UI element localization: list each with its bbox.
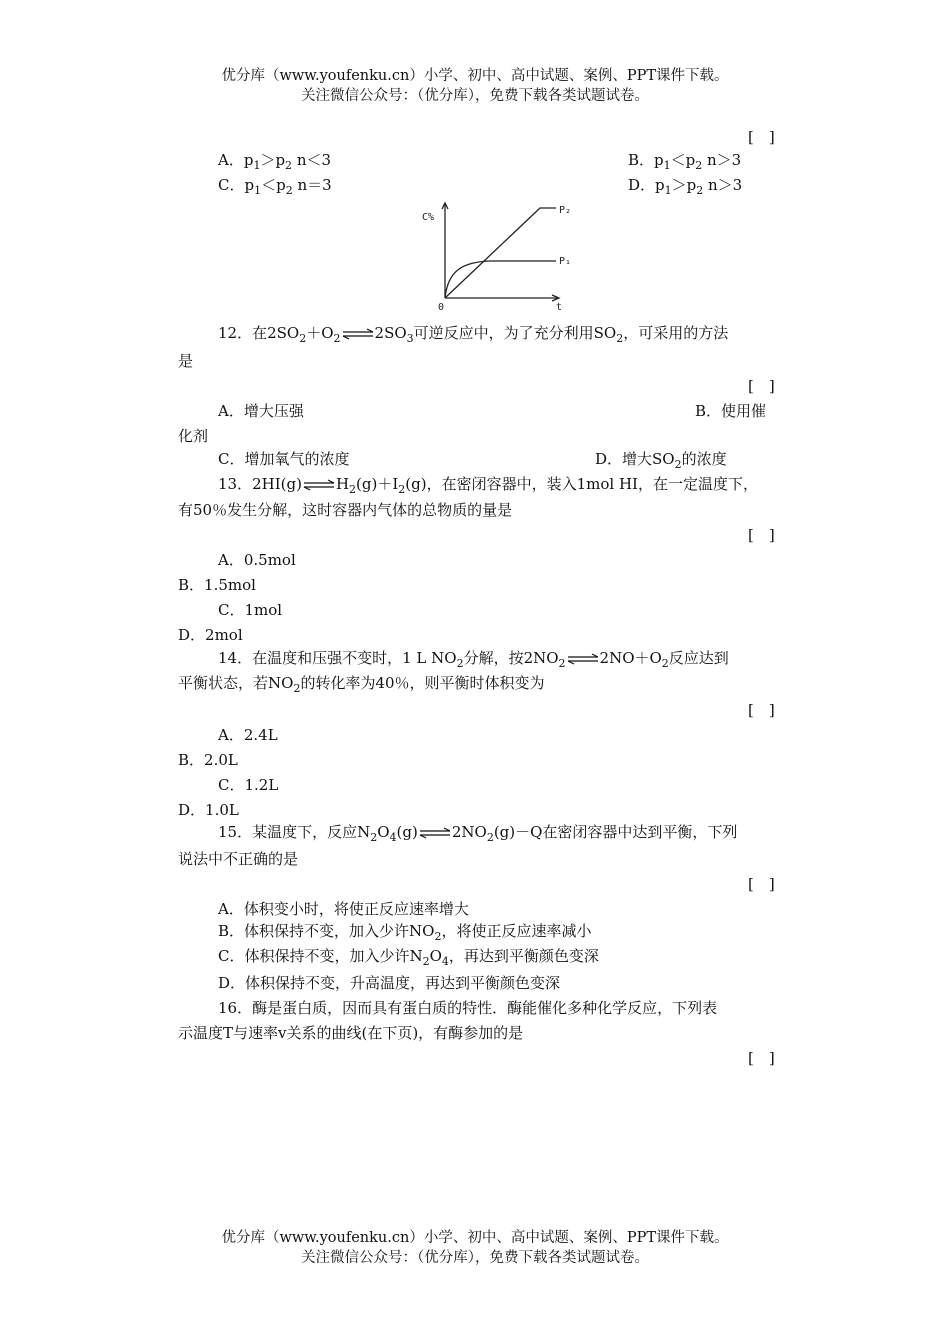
answer-bracket-q13: [ ] <box>748 526 775 544</box>
q15-option-a: A．体积变小时，将使正反应速率增大 <box>218 900 469 918</box>
q14-option-d: D．1.0L <box>178 801 239 819</box>
q11-concentration-time-graph <box>418 200 588 312</box>
graph-y-label: C% <box>422 212 435 223</box>
footer-line-1: 优分库（www.youfenku.cn）小学、初中、高中试题、案例、PPT课件下载。 <box>221 1230 729 1246</box>
equilibrium-arrow-icon <box>566 653 600 665</box>
answer-bracket-q16: [ ] <box>748 1049 775 1067</box>
q15-stem: 15．某温度下，反应$N_2O_4(g)$ $2NO_2(g)-Q$在密闭容器中达到平衡，下列 <box>218 823 738 844</box>
q15-option-c: C．体积保持不变，加入少许$N_2O_4$，再达到平衡颜色变深 <box>218 947 599 968</box>
graph-curve-p1 <box>445 261 556 298</box>
equilibrium-arrow-icon <box>418 827 452 839</box>
q13-option-a: A．0.5mol <box>218 551 296 569</box>
q13-option-b: B．1.5mol <box>178 576 256 594</box>
q14-stem: 14．在温度和压强不变时，1 L $NO_2$分解，按$2NO_2$ $2NO+O_2$反应达到 <box>218 649 729 670</box>
q15-option-b: B．体积保持不变，加入少许$NO_2$，将使正反应速率减小 <box>218 922 592 943</box>
graph-p1-label: P₁ <box>559 256 572 267</box>
q13-stem-cont: 有50％发生分解，这时容器内气体的总物质的量是 <box>178 501 513 519</box>
q15-option-d: D．体积保持不变，升高温度，再达到平衡颜色变深 <box>218 974 561 992</box>
q14-option-a: A．2.4L <box>218 726 278 744</box>
q15-stem-cont: 说法中不正确的是 <box>178 850 299 868</box>
q11-option-c: C．$p_1<p_2$ n＝3 <box>218 176 332 197</box>
q11-option-b: B．$p_1<p_2$ n＞3 <box>628 151 742 172</box>
q12-option-b-cont: 化剂 <box>178 427 209 445</box>
q12-option-d: D．增大$SO_2$的浓度 <box>595 450 727 471</box>
answer-bracket-q11: [ ] <box>748 128 775 146</box>
answer-bracket-q12: [ ] <box>748 377 775 395</box>
q13-option-d: D．2mol <box>178 626 243 644</box>
equilibrium-arrow-icon <box>302 479 336 491</box>
footer-line-2: 关注微信公众号：（优分库），免费下载各类试题试卷。 <box>301 1250 649 1266</box>
q12-option-b: B．使用催 <box>695 402 767 420</box>
graph-p2-label: P₂ <box>559 205 572 216</box>
graph-x-label: t <box>556 302 563 312</box>
q12-stem-cont: 是 <box>178 352 194 370</box>
equilibrium-arrow-icon <box>341 328 375 340</box>
q13-stem: 13．2HI(g) $H_2(g)+I_2(g)$，在密闭容器中，装入1mol HI，在一定温度下， <box>218 475 758 496</box>
answer-bracket-q15: [ ] <box>748 875 775 893</box>
q16-stem: 16．酶是蛋白质，因而具有蛋白质的特性．酶能催化多种化学反应，下列表 <box>218 999 718 1017</box>
q13-option-c: C．1mol <box>218 601 283 619</box>
q12-option-a: A．增大压强 <box>218 402 304 420</box>
q14-stem-cont: 平衡状态，若$NO_2$的转化率为40％，则平衡时体积变为 <box>178 674 545 695</box>
q12-option-c: C．增加氧气的浓度 <box>218 450 350 468</box>
header-line-1: 优分库（www.youfenku.cn）小学、初中、高中试题、案例、PPT课件下载。 <box>221 68 729 84</box>
q12-stem: 12．在$2SO_2+O_2$ $2SO_3$可逆反应中，为了充分利用$SO_2$，可采用的方法 <box>218 324 729 345</box>
q11-option-d: D．$p_1>p_2$ n＞3 <box>628 176 743 197</box>
graph-origin-label: 0 <box>438 302 445 312</box>
q16-stem-cont: 示温度T与速率v关系的曲线(在下页)，有酶参加的是 <box>178 1024 524 1042</box>
graph-curve-p2 <box>445 208 556 298</box>
q14-option-c: C．1.2L <box>218 776 279 794</box>
header-line-2: 关注微信公众号：（优分库），免费下载各类试题试卷。 <box>301 88 649 104</box>
answer-bracket-q14: [ ] <box>748 701 775 719</box>
q14-option-b: B．2.0L <box>178 751 238 769</box>
q11-option-a: A．$p_1>p_2$ n＜3 <box>218 151 332 172</box>
